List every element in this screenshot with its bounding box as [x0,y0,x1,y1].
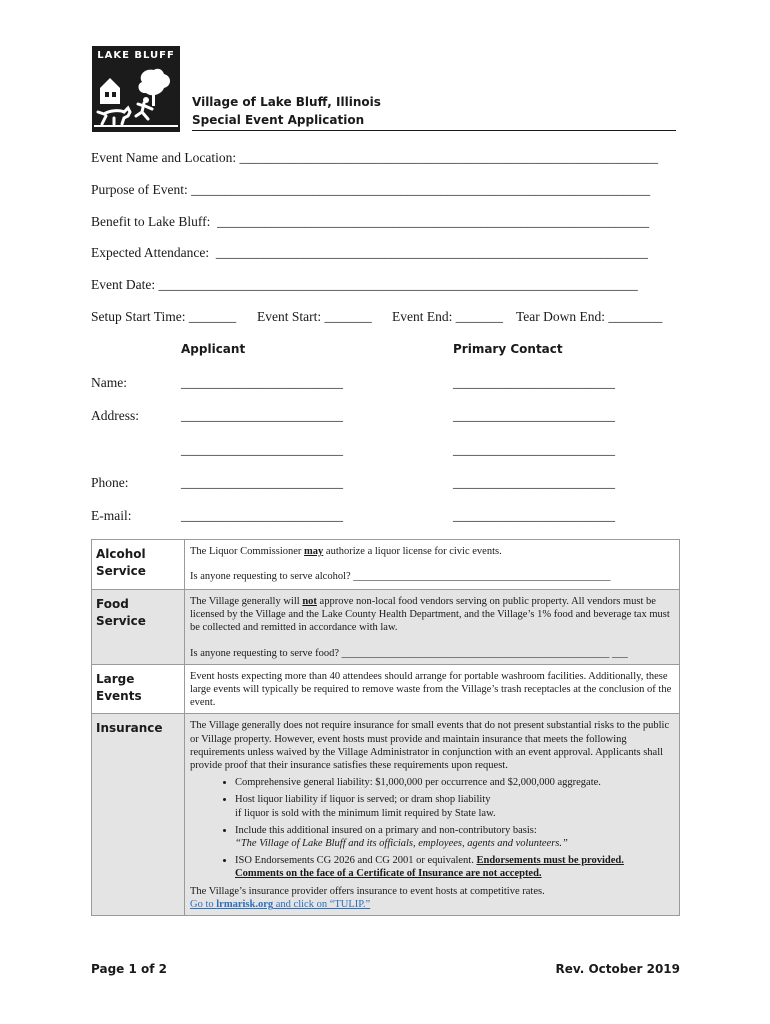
teardown-label: Tear Down End: [516,309,606,324]
phone-label: Phone: [91,475,129,490]
insurance-bullet-additional-insured: • Include this additional insured on a primary and non-contributory basis: “The Village of Lake Bluff and its officials, employees, agents and volunteers.” [235,824,673,850]
food-row [92,590,680,665]
insurance-link-line [190,898,673,911]
logo-text: LAKE BLUFF [97,50,175,61]
tulip-link-text[interactable]: and click on “TULIP.” [273,898,371,910]
applicant-heading: Applicant [181,342,246,356]
insurance-bullet-endorsements: • ISO Endorsements CG 2026 and CG 2001 or equivalent. Endorsements must be provided. Comments on the face of a Certificate of Insurance are not accepted. [235,854,673,880]
applicant-email-blank[interactable]: ________________________ [181,508,343,523]
event-end-label: Event End: [392,309,453,324]
applicant-phone-blank[interactable]: ________________________ [181,475,343,490]
primary-address-blank-2[interactable]: ________________________ [453,442,615,457]
event-end-field[interactable] [392,309,503,325]
event-start-label: Event Start: [257,309,322,324]
insurance-requirements-list [190,776,673,880]
applicant-address-blank-2[interactable]: ________________________ [181,442,343,457]
event-start-field[interactable] [257,309,372,325]
insurance-intro: The Village generally does not require insurance for small events that do not present substantial risks to the public or Village property. However, event hosts must provide and maintain insurance that meets the following requirements unless waived by the Village Administrator in conjunction with an event approval. Applicants shall provide proof that their insurance satisfies these requirements upon request. [190,720,670,772]
setup-time-blank[interactable]: _______ [188,309,237,324]
lrmarisk-link[interactable]: lrmarisk.org [216,898,274,910]
teardown-blank[interactable]: ________ [608,309,663,324]
benefit-blank[interactable]: ________________________________________________________________ [210,214,650,229]
purpose-label: Purpose of Event: [91,182,188,197]
alcohol-may-emphasis: may [304,546,324,557]
setup-time-label: Setup Start Time: [91,309,186,324]
lighthouse-runner-dog-icon [92,64,180,132]
food-not-emphasis: not [302,596,317,607]
food-text: The Village generally will not approve non-local food vendors serving on public property. All vendors must be licensed by the Village and the Lake County Health Department, and the Village’s 1% food and beverage tax must be collected and remitted in accordance with law. Is anyone requesting to serve food? ___________________________________________________ ___ [185,590,680,665]
event-date-blank[interactable]: _______________________________________________________________________ [155,277,638,292]
primary-address-blank-1[interactable]: ________________________ [453,408,615,423]
insurance-bullet-general: • Comprehensive general liability: $1,000,000 per occurrence and $2,000,000 aggregate. [235,776,673,789]
insurance-provider-note: The Village’s insurance provider offers insurance to event hosts at competitive rates. [190,885,545,897]
event-name-label: Event Name and Location: [91,150,237,165]
benefit-label: Benefit to Lake Bluff: [91,214,211,229]
primary-name-blank[interactable]: ________________________ [453,375,615,390]
name-label: Name: [91,375,127,390]
purpose-blank[interactable]: ____________________________________________________________________ [187,182,651,197]
applicant-name-blank[interactable]: ________________________ [181,375,343,390]
applicant-address-blank-1[interactable]: ________________________ [181,408,343,423]
page-number: Page 1 of 2 [91,962,167,976]
primary-contact-heading: Primary Contact [453,342,563,356]
event-name-blank[interactable]: ______________________________________________________________ [236,150,658,165]
attendance-field[interactable] [91,245,648,261]
food-label: Food Service [92,590,185,665]
teardown-field[interactable] [516,309,662,325]
primary-phone-blank[interactable]: ________________________ [453,475,615,490]
event-date-field[interactable] [91,277,638,293]
large-events-label: Large Events [92,664,185,714]
header-divider [192,130,676,131]
large-events-text: Event hosts expecting more than 40 attendees should arrange for portable washroom facilities. Additionally, these large events will typically be required to remove waste from the Village’s trash receptacles at the conclusion of the event. [185,664,680,714]
insurance-row [92,714,680,916]
attendance-blank[interactable]: ________________________________________________________________ [209,245,648,260]
alcohol-row [92,540,680,590]
insurance-label: Insurance [92,714,185,916]
lake-bluff-logo [92,46,180,132]
address-label: Address: [91,408,139,423]
event-requirements-table [91,539,680,916]
event-start-blank[interactable]: _______ [324,309,372,324]
large-events-row [92,664,680,714]
event-end-blank[interactable]: _______ [455,309,503,324]
purpose-field[interactable] [91,182,650,198]
alcohol-question[interactable]: Is anyone requesting to serve alcohol? _________________________________________________ [190,571,611,583]
primary-email-blank[interactable]: ________________________ [453,508,615,523]
alcohol-text: The Liquor Commissioner may authorize a liquor license for civic events. Is anyone requesting to serve alcohol? _________________________________________________ [185,540,680,590]
header-form-title: Special Event Application [192,113,365,127]
event-name-field[interactable] [91,150,658,166]
go-to-text[interactable]: Go to [190,898,217,910]
insurance-text [185,714,680,916]
email-label: E-mail: [91,508,132,523]
setup-time-field[interactable] [91,309,236,325]
revision-date: Rev. October 2019 [555,962,680,976]
benefit-field[interactable] [91,214,649,230]
food-question[interactable]: Is anyone requesting to serve food? ___________________________________________________ ___ [190,647,628,659]
attendance-label: Expected Attendance: [91,245,210,260]
alcohol-label: Alcohol Service [92,540,185,590]
header-organization: Village of Lake Bluff, Illinois [192,95,381,109]
event-date-label: Event Date: [91,277,156,292]
insurance-bullet-liquor: • Host liquor liability if liquor is served; or dram shop liability if liquor is sold with the minimum limit required by State law. [235,793,673,819]
